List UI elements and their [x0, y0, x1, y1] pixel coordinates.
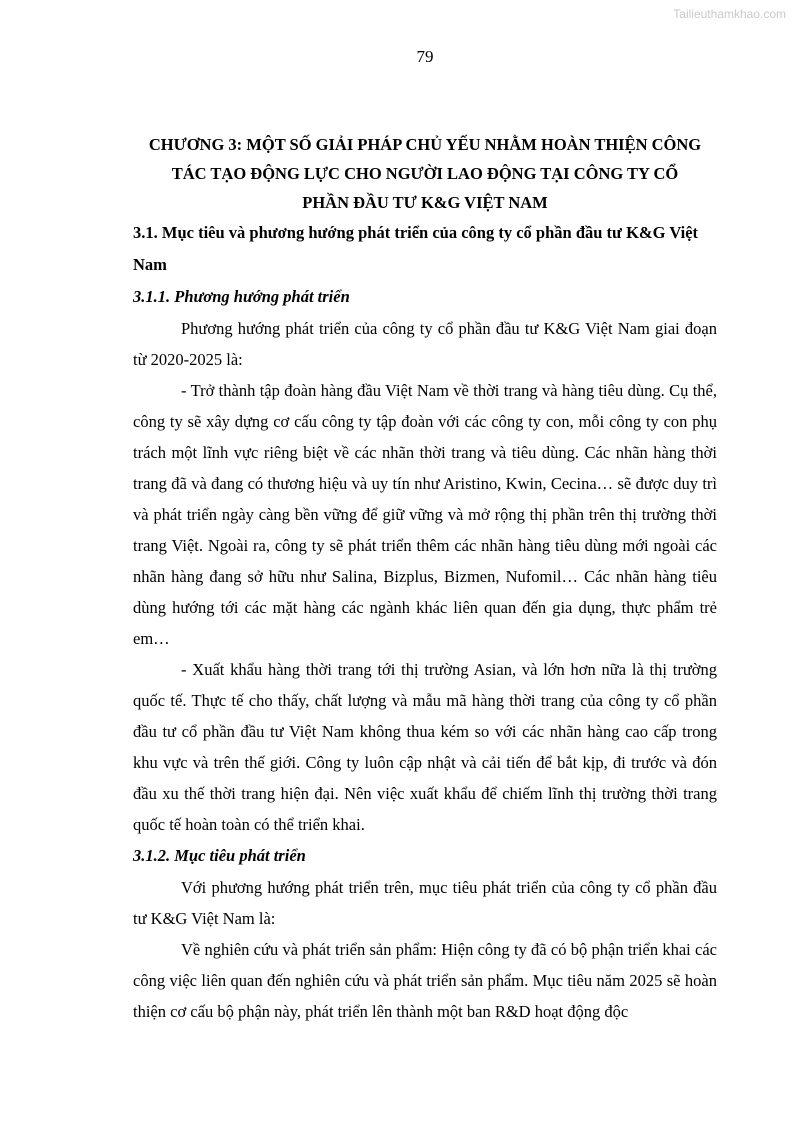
chapter-title [133, 130, 717, 217]
paragraph: Về nghiên cứu và phát triển sản phẩm: Hiện công ty đã có bộ phận triển khai các công việc liên quan đến nghiên cứu và phát triển sản phẩm. Mục tiêu năm 2025 sẽ hoàn thiện cơ cấu bộ phận này, phát triển lên thành một ban R&D hoạt động độc [133, 940, 717, 1021]
page-number: 79 [416, 47, 434, 66]
watermark: Tailieuthamkhao.com [673, 7, 786, 21]
section-heading-3-1: 3.1. Mục tiêu và phương hướng phát triển của công ty cổ phần đầu tư K&G Việt Nam [133, 223, 699, 274]
paragraph: - Xuất khẩu hàng thời trang tới thị trường Asian, và lớn hơn nữa là thị trường quốc tế. Thực tế cho thấy, chất lượng và mẫu mã hàng thời trang của công ty cổ phần đầu tư cổ phần đầu tư Việt Nam không thua kém so với các nhãn hàng cao cấp trong khu vực và trên thế giới. Công ty luôn cập nhật và cải tiến để bắt kịp, đi trước và đón đầu xu thế thời trang hiện đại. Nên việc xuất khẩu để chiếm lĩnh thị trường thời trang quốc tế hoàn toàn có thể triển khai. [133, 660, 717, 834]
subsection-heading-3-1-1: 3.1.1. Phương hướng phát triển [133, 287, 350, 306]
paragraph: Với phương hướng phát triển trên, mục tiêu phát triển của công ty cổ phần đầu tư K&G Việt Nam là: [133, 878, 717, 928]
page-content [133, 130, 717, 1027]
subsection-heading-3-1-2: 3.1.2. Mục tiêu phát triển [133, 846, 306, 865]
chapter-title-line: TÁC TẠO ĐỘNG LỰC CHO NGƯỜI LAO ĐỘNG TẠI CÔNG TY CỔ [171, 164, 679, 183]
chapter-title-line: CHƯƠNG 3: MỘT SỐ GIẢI PHÁP CHỦ YẾU NHẰM HOÀN THIỆN CÔNG [148, 135, 702, 154]
chapter-title-line: PHẦN ĐẦU TƯ K&G VIỆT NAM [302, 193, 548, 212]
paragraph: Phương hướng phát triển của công ty cổ phần đầu tư K&G Việt Nam giai đoạn từ 2020-2025 là: [133, 319, 717, 369]
paragraph: - Trở thành tập đoàn hàng đầu Việt Nam về thời trang và hàng tiêu dùng. Cụ thể, công ty sẽ xây dựng cơ cấu công ty tập đoàn với các công ty con, mỗi công ty con phụ trách một lĩnh vực riêng biệt về các nhãn thời trang và tiêu dùng. Các nhãn hàng thời trang đã và đang có thương hiệu và uy tín như Aristino, Kwin, Cecina… sẽ được duy trì và phát triển ngày càng bền vững để giữ vững và mở rộng thị phần trên thị trường thời trang Việt. Ngoài ra, công ty sẽ phát triển thêm các nhãn hàng tiêu dùng mới ngoài các nhãn hàng đang sở hữu như Salina, Bizplus, Bizmen, Nufomil… Các nhãn hàng tiêu dùng hướng tới các mặt hàng các ngành khác liên quan đến gia dụng, thực phẩm trẻ em… [133, 381, 717, 648]
